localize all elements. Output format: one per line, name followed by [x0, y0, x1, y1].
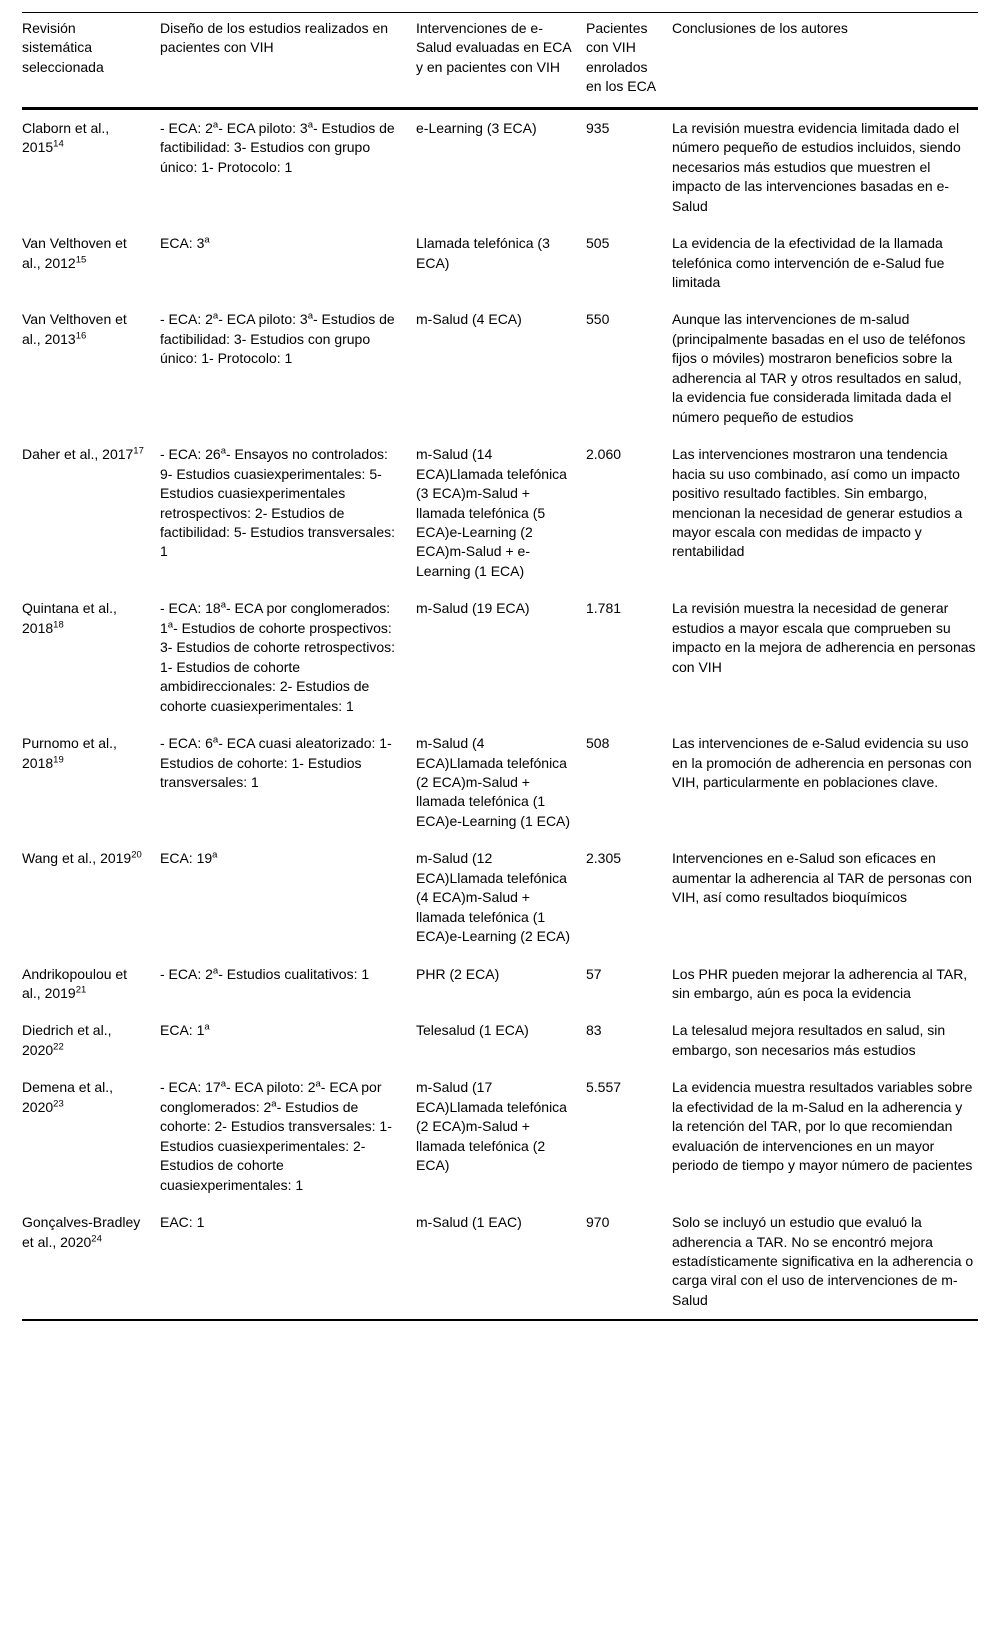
cell-patients: 83: [586, 1022, 602, 1039]
column-header-conclusions: Conclusiones de los autores: [672, 13, 978, 109]
table-row: [22, 840, 978, 955]
cell-design: - ECA: 6$^a$- ECA cuasi aleatorizado: 1- Estudios de cohorte: 1- Estudios transversales: 1: [160, 734, 392, 790]
cell-interventions: m-Salud (17 ECA)Llamada telefónica (2 ECA)m-Salud + llamada telefónica (2 ECA): [416, 1079, 567, 1174]
cell-review: Diedrich et al., 2020$^{22}$: [22, 1022, 112, 1058]
cell-patients: 550: [586, 311, 610, 328]
cell-patients: 505: [586, 235, 610, 252]
cell-review: Wang et al., 2019$^{20}$: [22, 849, 142, 867]
cell-design: - ECA: 26$^a$- Ensayos no controlados: 9- Estudios cuasiexperimentales: 5- Estudios cuasiexperimentales retrospectivos: 2- Estudios de factibilidad: 5- Estudios transversales: 1: [160, 445, 395, 560]
cell-design: ECA: 1$^a$: [160, 1021, 210, 1039]
cell-conclusions: La revisión muestra la necesidad de generar estudios a mayor escala que comprueben su impacto en la mejora de adherencia en personas con VIH: [672, 600, 976, 675]
table-body: [22, 108, 978, 1320]
table-row: [22, 436, 978, 590]
cell-patients: 5.557: [586, 1079, 622, 1096]
cell-design: - ECA: 2$^a$- ECA piloto: 3$^a$- Estudios de factibilidad: 3- Estudios con grupo único: 1- Protocolo: 1: [160, 310, 395, 367]
cell-patients: 2.060: [586, 446, 622, 463]
cell-review: Demena et al., 2020$^{23}$: [22, 1079, 114, 1115]
cell-interventions: Llamada telefónica (3 ECA): [416, 235, 550, 271]
cell-design: ECA: 19$^a$: [160, 849, 218, 867]
cell-interventions: e-Learning (3 ECA): [416, 119, 537, 136]
cell-patients: 508: [586, 735, 610, 752]
cell-interventions: m-Salud (12 ECA)Llamada telefónica (4 ECA)m-Salud + llamada telefónica (1 ECA)e-Learning (2 ECA): [416, 850, 571, 945]
cell-design: - ECA: 2$^a$- Estudios cualitativos: 1: [160, 964, 370, 982]
cell-patients: 2.305: [586, 850, 622, 867]
table-row: [22, 590, 978, 725]
cell-conclusions: La evidencia muestra resultados variables sobre la efectividad de la m-Salud en la adherencia y la retención del TAR, por lo que recomiendan evaluación de intervenciones en un mayor periodo de tiempo y mayor número de pacientes: [672, 1079, 973, 1174]
cell-design: ECA: 3$^a$: [160, 234, 210, 252]
cell-review: Gonçalves-Bradley et al., 2020$^{24}$: [22, 1214, 141, 1250]
cell-interventions: m-Salud (1 EAC): [416, 1214, 522, 1231]
cell-review: Andrikopoulou et al., 2019$^{21}$: [22, 965, 128, 1002]
table-row: [22, 956, 978, 1013]
cell-design: - ECA: 18$^a$- ECA por conglomerados: 1$^a$- Estudios de cohorte prospectivos: 3- Estudios de cohorte retrospectivos: 1- Estudios de cohorte ambidireccionales: 2- Estudios de cohorte cuasiexperimentales: 1: [160, 599, 396, 714]
cell-interventions: m-Salud (4 ECA): [416, 311, 522, 328]
table-row: [22, 1204, 978, 1320]
cell-conclusions: Solo se incluyó un estudio que evaluó la adherencia a TAR. No se encontró mejora estadísticamente significativa en la adherencia o carga viral con el uso de intervenciones de m-Salud: [672, 1214, 974, 1308]
cell-conclusions: Las intervenciones mostraron una tendencia hacia su uso combinado, así como un impacto positivo resultado factibles. Sin embargo, mencionan la necesidad de generar estudios a mayor escala con medidas de impacto y rentabilidad: [672, 446, 963, 560]
cell-conclusions: Las intervenciones de e-Salud evidencia su uso en la promoción de adherencia en personas con VIH, particularmente en poblaciones clave.: [672, 735, 972, 790]
table-row: [22, 225, 978, 301]
table-row: [22, 1069, 978, 1204]
cell-interventions: m-Salud (14 ECA)Llamada telefónica (3 ECA)m-Salud + llamada telefónica (5 ECA)e-Learning (2 ECA)m-Salud + e-Learning (1 ECA): [416, 446, 567, 579]
column-header-design: Diseño de los estudios realizados en pacientes con VIH: [160, 13, 416, 109]
cell-patients: 57: [586, 965, 602, 982]
cell-conclusions: Los PHR pueden mejorar la adherencia al TAR, sin embargo, aún es poca la evidencia: [672, 965, 968, 1002]
cell-review: Van Velthoven et al., 2013$^{16}$: [22, 311, 127, 347]
cell-interventions: m-Salud (19 ECA): [416, 600, 530, 617]
cell-review: Daher et al., 2017$^{17}$: [22, 445, 144, 463]
cell-conclusions: La telesalud mejora resultados en salud, sin embargo, son necesarios más estudios: [672, 1022, 946, 1058]
cell-interventions: PHR (2 ECA): [416, 965, 500, 982]
cell-design: EAC: 1: [160, 1214, 205, 1231]
cell-review: Claborn et al., 2015$^{14}$: [22, 119, 110, 156]
cell-review: Quintana et al., 2018$^{18}$: [22, 600, 117, 636]
cell-conclusions: La revisión muestra evidencia limitada dado el número pequeño de estudios incluidos, siendo necesarios más estudios que muestren el impacto de las intervenciones basadas en e-Salud: [672, 119, 961, 214]
cell-patients: 970: [586, 1214, 610, 1231]
cell-interventions: Telesalud (1 ECA): [416, 1022, 529, 1039]
table-row: [22, 108, 978, 225]
table-row: [22, 1012, 978, 1069]
table-row: [22, 301, 978, 436]
cell-patients: 935: [586, 119, 610, 136]
systematic-reviews-table: [22, 12, 978, 1321]
cell-patients: 1.781: [586, 600, 622, 617]
column-header-patients: Pacientes con VIH enrolados en los ECA: [586, 13, 672, 109]
table-header: [22, 13, 978, 109]
column-header-interventions: Intervenciones de e-Salud evaluadas en ECA y en pacientes con VIH: [416, 13, 586, 109]
cell-design: - ECA: 17$^a$- ECA piloto: 2$^a$- ECA por conglomerados: 2$^a$- Estudios de cohorte: 2- Estudios transversales: 1- Estudios cuasiexperimentales: 2- Estudios de cohorte cuasiexperimentales: 1: [160, 1078, 392, 1193]
header-row: [22, 13, 978, 109]
cell-conclusions: Aunque las intervenciones de m-salud (principalmente basadas en el uso de teléfonos fijos o móviles) mostraron beneficios sobre la adherencia al TAR y otros resultados en salud, la evidencia fue considerada limitada dada el número pequeño de estudios: [672, 311, 966, 425]
cell-review: Van Velthoven et al., 2012$^{15}$: [22, 235, 127, 271]
cell-conclusions: La evidencia de la efectividad de la llamada telefónica como intervención de e-Salud fue limitada: [672, 235, 945, 290]
column-header-review: Revisión sistemática seleccionada: [22, 13, 160, 109]
cell-review: Purnomo et al., 2018$^{19}$: [22, 735, 117, 771]
table-row: [22, 725, 978, 840]
cell-design: - ECA: 2$^a$- ECA piloto: 3$^a$- Estudios de factibilidad: 3- Estudios con grupo único: 1- Protocolo: 1: [160, 119, 395, 175]
cell-conclusions: Intervenciones en e-Salud son eficaces en aumentar la adherencia al TAR de personas con VIH, así como resultados bioquímicos: [672, 850, 972, 906]
cell-interventions: m-Salud (4 ECA)Llamada telefónica (2 ECA)m-Salud + llamada telefónica (1 ECA)e-Learning (1 ECA): [416, 735, 571, 829]
